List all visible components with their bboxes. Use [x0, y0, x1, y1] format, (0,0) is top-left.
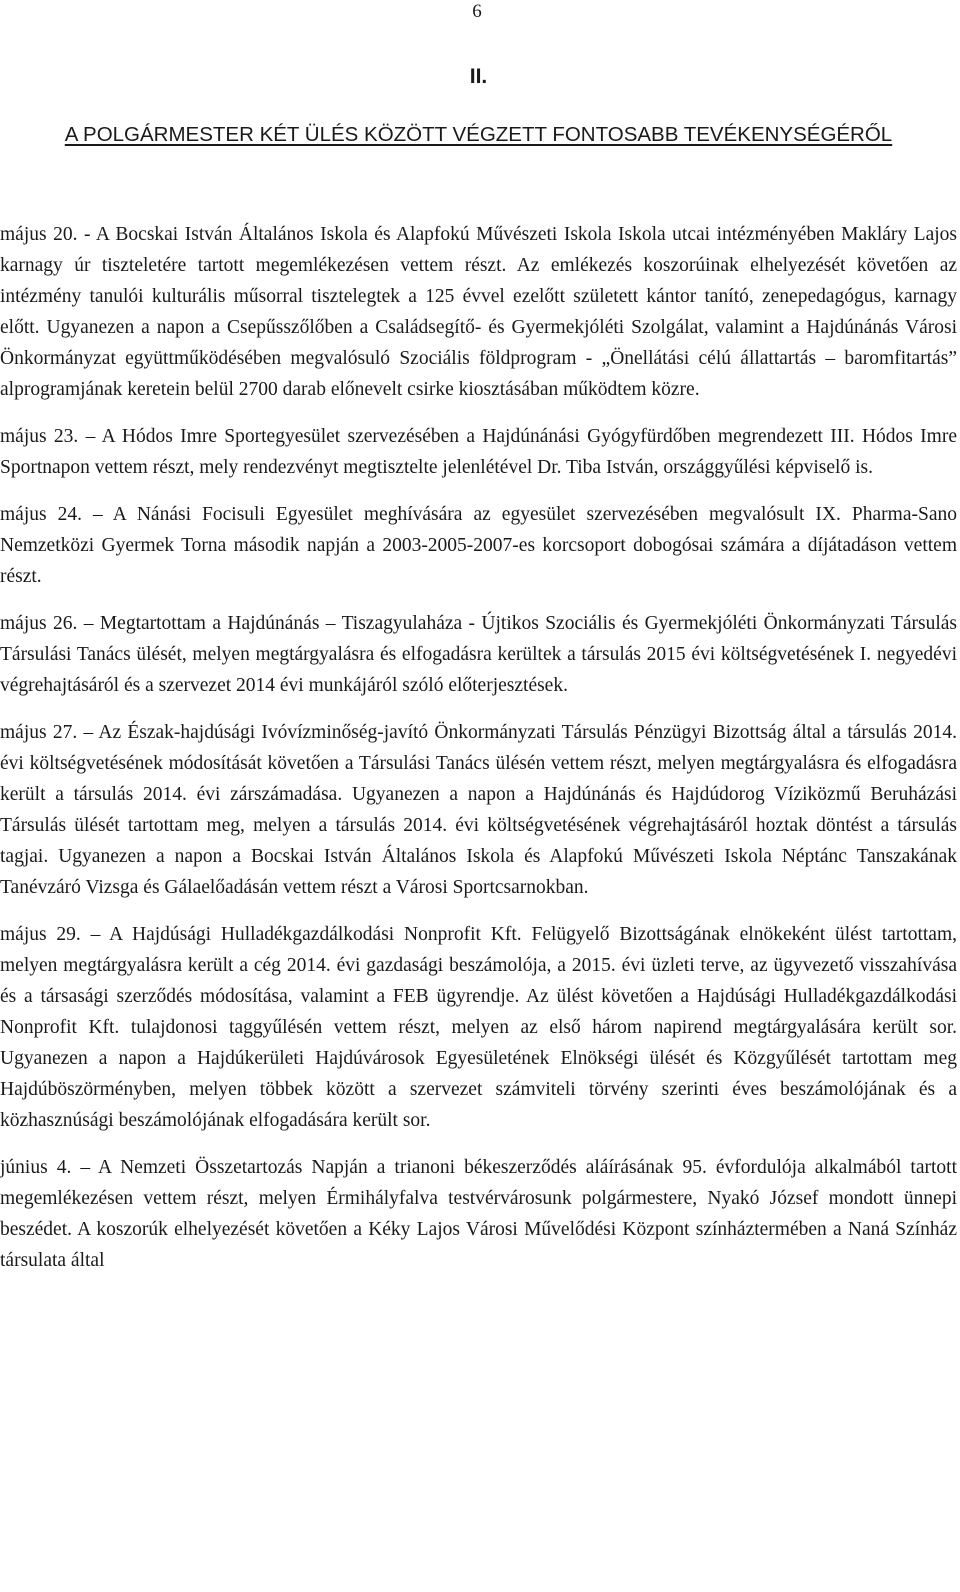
entry-june-4: június 4. – A Nemzeti Összetartozás Napján a trianoni békeszerződés aláírásának 95. évfordulója alkalmából tartott megemlékezésen vettem részt, melyen Érmihályfalva testvérvárosunk polgármestere, Nyakó József mondott ünnepi beszédet. A koszorúk elhelyezését követően a Kéky Lajos Városi Művelődési Központ színháztermében a Naná Színház társulata által — [0, 1157, 957, 1271]
entry-may-24: május 24. – A Nánási Focisuli Egyesület meghívására az egyesület szervezésében megvalósult IX. Pharma-Sano Nemzetközi Gyermek Torna második napján a 2003-2005-2007-es korcsoport dobogósai számára a díjátadáson vettem részt. — [0, 504, 957, 587]
entry-may-23: május 23. – A Hódos Imre Sportegyesület szervezésében a Hajdúnánási Gyógyfürdőben megrendezett III. Hódos Imre Sportnapon vettem részt, mely rendezvényt megtisztelte jelenlétével Dr. Tiba István, országgyűlési képviselő is. — [0, 426, 957, 478]
section-number: II. — [469, 65, 488, 88]
entry-may-20: május 20. - A Bocskai István Általános Iskola és Alapfokú Művészeti Iskola Iskola utcai intézményében Makláry Lajos karnagy úr tiszteletére tartott megemlékezésen vettem részt. Az emlékezés koszorúinak elhelyezését követően az intézmény tanulói kulturális műsorral tisztelegtek a 125 évvel ezelőtt született kántor tanító, zenepedagógus, karnagy előtt. Ugyanezen a napon a Csepűsszőlőben a Családsegítő- és Gyermekjóléti Szolgálat, valamint a Hajdúnánás Városi Önkormányzat együttműködésében megvalósuló Szociális földprogram - „Önellátási célú állattartás – baromfitartás” alprogramjának keretein belül 2700 darab előnevelt csirke kiosztásában működtem közre. — [0, 224, 957, 400]
entry-may-29: május 29. – A Hajdúsági Hulladékgazdálkodási Nonprofit Kft. Felügyelő Bizottságának elnökeként ülést tartottam, melyen megtárgyalásra került a cég 2014. évi gazdasági beszámolója, a 2015. évi üzleti terve, az ügyvezető visszahívása és a társasági szerződés módosítása, valamint a FEB ügyrendje. Az ülést követően a Hajdúsági Hulladékgazdálkodási Nonprofit Kft. tulajdonosi taggyűlésén vettem részt, melyen az első három napirend megtárgyalására került sor. Ugyanezen a napon a Hajdúkerületi Hajdúvárosok Egyesületének Elnökségi ülését és Közgyűlését tartottam meg Hajdúböszörményben, melyen többek között a szervezet számviteli törvény szerinti éves beszámolójának és a közhasznúsági beszámolójának elfogadására került sor. — [0, 924, 957, 1131]
section-title: A POLGÁRMESTER KÉT ÜLÉS KÖZÖTT VÉGZETT FONTOSABB TEVÉKENYSÉGÉRŐL — [64, 123, 893, 146]
page-number: 6 — [472, 1, 482, 22]
entry-may-27: május 27. – Az Észak-hajdúsági Ivóvízminőség-javító Önkormányzati Társulás Pénzügyi Bizottság által a társulás 2014. évi költségvetésének módosítását követően a Társulási Tanács ülésén vettem részt, melyen megtárgyalásra és elfogadásra került a társulás 2014. évi zárszámadása. Ugyanezen a napon a Hajdúnánás és Hajdúdorog Víziközmű Beruházási Társulás ülését tartottam meg, melyen a társulás 2014. évi költségvetésének végrehajtásáról hoztak döntést a társulás tagjai. Ugyanezen a napon a Bocskai István Általános Iskola és Alapfokú Művészeti Iskola Néptánc Tanszakának Tanévzáró Vizsga és Gálaelőadásán vettem részt a Városi Sportcsarnokban. — [0, 722, 957, 898]
entry-may-26: május 26. – Megtartottam a Hajdúnánás – Tiszagyulaháza - Újtikos Szociális és Gyermekjóléti Önkormányzati Társulás Társulási Tanács ülését, melyen megtárgyalásra és elfogadásra kerültek a társulás 2015 évi költségvetésének I. negyedévi végrehajtásáról és a szervezet 2014 évi munkájáról szóló előterjesztések. — [0, 613, 957, 696]
document-body — [0, 219, 957, 1292]
